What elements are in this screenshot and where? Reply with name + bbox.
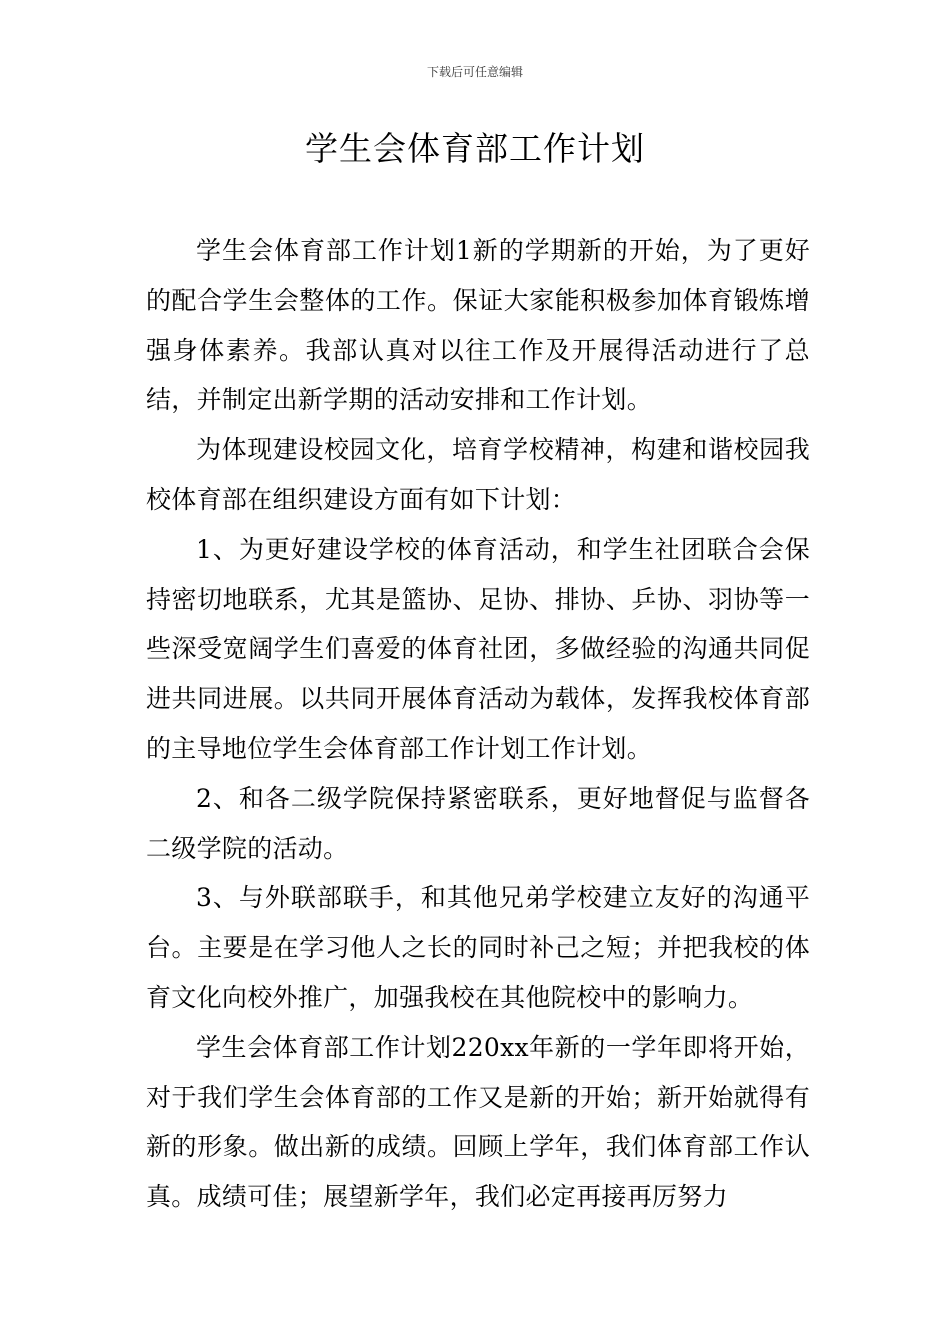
header-note: 下载后可任意编辑	[426, 65, 523, 79]
paragraph-item-3: 3、与外联部联手，和其他兄弟学校建立友好的沟通平台。主要是在学习他人之长的同时补己之短；并把我校的体育文化向校外推广，加强我校在其他院校中的影响力。	[146, 883, 810, 1012]
paragraph-item-2: 2、和各二级学院保持紧密联系，更好地督促与监督各二级学院的活动。	[146, 783, 810, 863]
paragraph-plan-intro: 为体现建设校园文化，培育学校精神，构建和谐校园我校体育部在组织建设方面有如下计划：	[146, 435, 810, 514]
paragraph-plan-2: 学生会体育部工作计划220xx年新的一学年即将开始，对于我们学生会体育部的工作又是新的开始；新开始就得有新的形象。做出新的成绩。回顾上学年，我们体育部工作认真。成绩可佳；展望新学年，我们必定再接再厉努力	[146, 1032, 810, 1212]
paragraph-item-1: 1、为更好建设学校的体育活动，和学生社团联合会保持密切地联系，尤其是篮协、足协、排协、乒协、羽协等一些深受宽阔学生们喜爱的体育社团，多做经验的沟通共同促进共同进展。以共同开展体育活动为载体，发挥我校体育部的主导地位学生会体育部工作计划工作计划。	[146, 534, 810, 763]
paragraph-intro: 学生会体育部工作计划1新的学期新的开始，为了更好的配合学生会整体的工作。保证大家能积极参加体育锻炼增强身体素养。我部认真对以往工作及开展得活动进行了总结，并制定出新学期的活动安排和工作计划。	[146, 236, 810, 415]
document-title: 学生会体育部工作计划	[305, 129, 645, 168]
document-body	[146, 226, 810, 1222]
